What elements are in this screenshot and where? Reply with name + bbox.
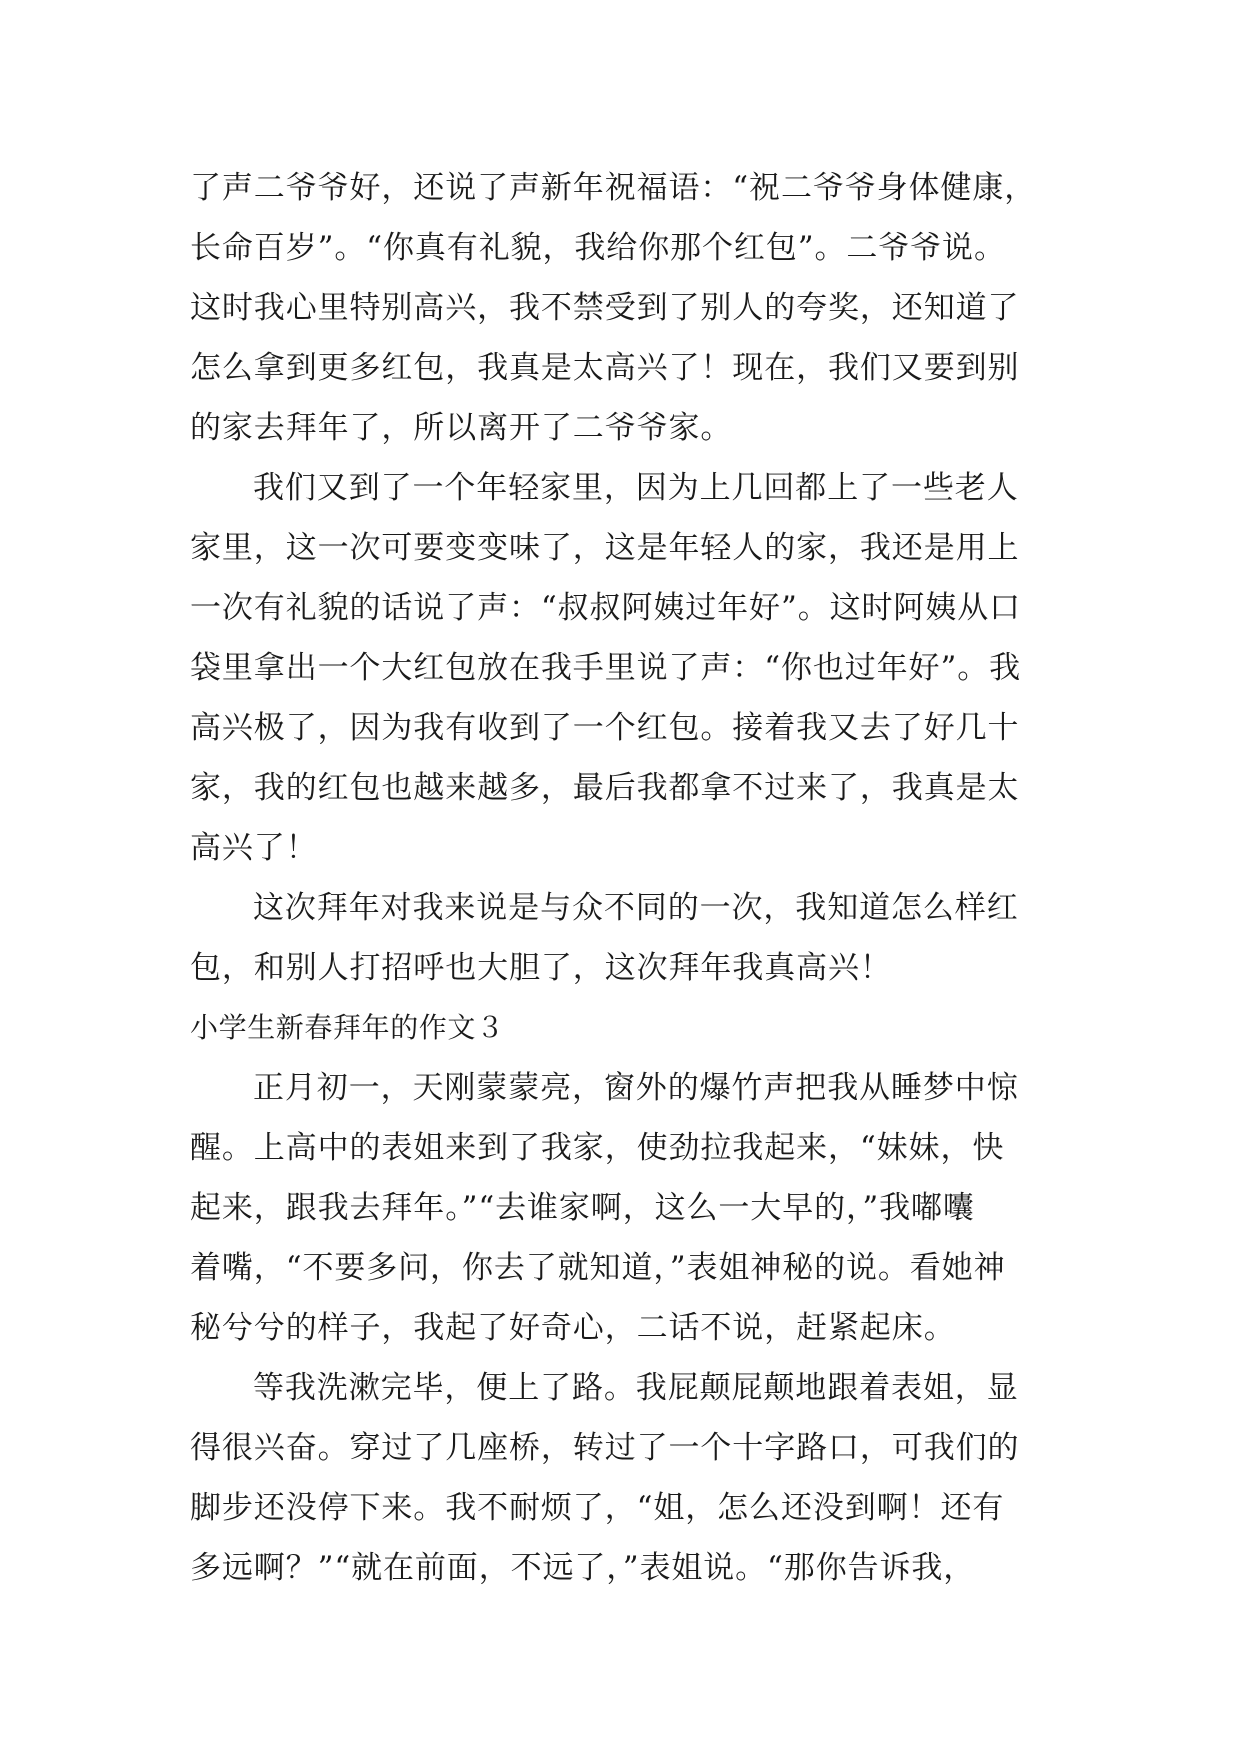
paragraph-line: 正月初一，天刚蒙蒙亮，窗外的爆竹声把我从睡梦中惊 <box>253 1070 1019 1106</box>
paragraph-line: 这时我心里特别高兴，我不禁受到了别人的夸奖，还知道了 <box>190 290 1020 326</box>
paragraph-line: 袋里拿出一个大红包放在我手里说了声：“你也过年好”。我 <box>190 650 1021 686</box>
paragraph-line: 一次有礼貌的话说了声：“叔叔阿姨过年好”。这时阿姨从口 <box>190 590 1021 626</box>
paragraph-line: 这次拜年对我来说是与众不同的一次，我知道怎么样红 <box>253 890 1019 926</box>
paragraph-line: 起来，跟我去拜年。”“去谁家啊，这么一大早的，”我嘟囔 <box>190 1190 975 1226</box>
paragraph-line: 高兴了！ <box>190 830 318 866</box>
paragraph-line: 我们又到了一个年轻家里，因为上几回都上了一些老人 <box>253 470 1019 506</box>
document-body <box>190 158 1070 1598</box>
paragraph-line: 包，和别人打招呼也大胆了，这次拜年我真高兴！ <box>190 950 892 986</box>
paragraph-line: 高兴极了，因为我有收到了一个红包。接着我又去了好几十 <box>190 710 1020 746</box>
paragraph-line: 了声二爷爷好，还说了声新年祝福语：“祝二爷爷身体健康， <box>190 170 1037 206</box>
paragraph-line: 等我洗漱完毕，便上了路。我屁颠屁颠地跟着表姐，显 <box>253 1370 1019 1406</box>
paragraph-line: 家，我的红包也越来越多，最后我都拿不过来了，我真是太 <box>190 770 1020 806</box>
paragraph-line: 得很兴奋。穿过了几座桥，转过了一个十字路口，可我们的 <box>190 1430 1020 1466</box>
paragraph-line: 的家去拜年了，所以离开了二爷爷家。 <box>190 410 733 446</box>
paragraph-line: 醒。上高中的表姐来到了我家，使劲拉我起来，“妹妹，快 <box>190 1130 1005 1166</box>
section-heading: 小学生新春拜年的作文３ <box>190 1011 505 1044</box>
paragraph-line: 着嘴，“不要多问，你去了就知道，”表姐神秘的说。看她神 <box>190 1250 1006 1286</box>
paragraph-line: 秘兮兮的样子，我起了好奇心，二话不说，赶紧起床。 <box>190 1310 956 1346</box>
paragraph-line: 多远啊？”“就在前面，不远了，”表姐说。“那你告诉我， <box>190 1550 976 1586</box>
paragraph-line: 家里，这一次可要变变味了，这是年轻人的家，我还是用上 <box>190 530 1020 566</box>
paragraph-line: 长命百岁”。“你真有礼貌，我给你那个红包”。二爷爷说。 <box>190 230 1006 266</box>
paragraph-line: 脚步还没停下来。我不耐烦了，“姐，怎么还没到啊！还有 <box>190 1490 1005 1526</box>
paragraph-line: 怎么拿到更多红包，我真是太高兴了！现在，我们又要到别 <box>190 350 1020 386</box>
